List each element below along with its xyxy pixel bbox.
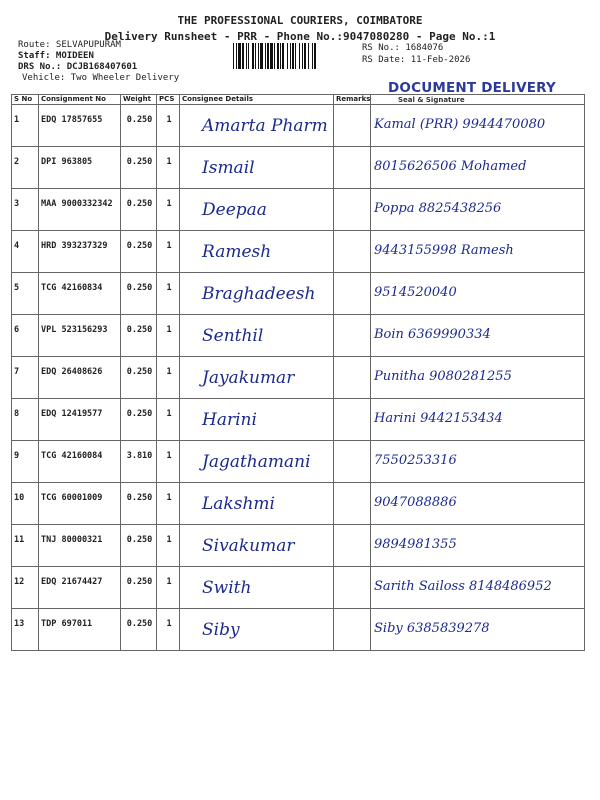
consignment-cell: EDQ 21674427 [39,567,121,609]
weight-cell: 0.250 [121,315,157,357]
signature-handwriting: 9514520040 [374,285,457,300]
remarks-cell [334,483,371,525]
runsheet-title: Delivery Runsheet - PRR - Phone No.:9047080280 - Page No.:1 [104,30,496,43]
sno-cell: 6 [12,315,39,357]
signature-handwriting: 9894981355 [374,537,457,552]
drs-label: DRS No.: DCJB168407601 [18,62,138,72]
consignment-cell: TNJ 80000321 [39,525,121,567]
signature-handwriting: Siby 6385839278 [374,621,490,636]
sno-cell: 4 [12,231,39,273]
consignment-cell: TDP 697011 [39,609,121,651]
sno-cell: 9 [12,441,39,483]
consignment-cell: TCG 42160834 [39,273,121,315]
remarks-cell [334,189,371,231]
seal-signature-header: Seal & Signature [398,96,465,104]
signature-handwriting: Poppa 8825438256 [374,201,502,216]
pcs-cell: 1 [157,189,180,231]
weight-cell: 0.250 [121,567,157,609]
consignee-handwriting: Lakshmi [202,494,275,514]
signature-handwriting: 8015626506 Mohamed [374,159,527,174]
sno-cell: 3 [12,189,39,231]
consignee-handwriting: Deepaa [202,200,267,220]
staff-label: Staff: MOIDEEN [18,51,94,61]
consignment-cell: TCG 42160084 [39,441,121,483]
pcs-cell: 1 [157,525,180,567]
consignee-handwriting: Sivakumar [202,536,295,556]
weight-cell: 0.250 [121,231,157,273]
consignment-cell: TCG 60001009 [39,483,121,525]
sno-cell: 10 [12,483,39,525]
pcs-cell: 1 [157,273,180,315]
pcs-cell: 1 [157,399,180,441]
pcs-cell: 1 [157,231,180,273]
route-label: Route: SELVAPUPURAM [18,40,121,50]
consignee-handwriting: Ismail [202,158,255,178]
signature-handwriting: 9443155998 Ramesh [374,243,514,258]
signature-handwriting: Kamal (PRR) 9944470080 [374,117,546,132]
col-consignee: Consignee Details [180,95,334,105]
remarks-cell [334,273,371,315]
sno-cell: 5 [12,273,39,315]
col-consignment: Consignment No [39,95,121,105]
weight-cell: 0.250 [121,609,157,651]
consignee-handwriting: Amarta Pharm [202,116,328,136]
signature-handwriting: 7550253316 [374,453,457,468]
remarks-cell [334,357,371,399]
barcode [232,43,360,69]
remarks-cell [334,567,371,609]
rs-date: RS Date: 11-Feb-2026 [362,55,471,65]
remarks-cell [334,525,371,567]
pcs-cell: 1 [157,357,180,399]
table-header-row [12,95,585,105]
sno-cell: 8 [12,399,39,441]
col-sno: S No [12,95,39,105]
weight-cell: 0.250 [121,273,157,315]
consignment-cell: VPL 523156293 [39,315,121,357]
signature-handwriting: Harini 9442153434 [374,411,503,426]
consignment-cell: MAA 9000332342 [39,189,121,231]
signature-handwriting: 9047088886 [374,495,457,510]
pcs-cell: 1 [157,483,180,525]
consignee-handwriting: Swith [202,578,252,598]
document-delivery-stamp: DOCUMENT DELIVERY [388,80,556,96]
consignee-handwriting: Ramesh [202,242,272,262]
pcs-cell: 1 [157,609,180,651]
remarks-cell [334,231,371,273]
pcs-cell: 1 [157,315,180,357]
pcs-cell: 1 [157,441,180,483]
consignee-handwriting: Siby [202,620,240,640]
remarks-cell [334,609,371,651]
weight-cell: 0.250 [121,399,157,441]
consignment-cell: EDQ 17857655 [39,105,121,147]
sno-cell: 2 [12,147,39,189]
company-title: THE PROFESSIONAL COURIERS, COIMBATORE [177,14,423,27]
sno-cell: 12 [12,567,39,609]
weight-cell: 0.250 [121,525,157,567]
consignment-cell: EDQ 12419577 [39,399,121,441]
consignment-cell: EDQ 26408626 [39,357,121,399]
weight-cell: 0.250 [121,105,157,147]
pcs-cell: 1 [157,105,180,147]
col-remarks: Remarks [334,95,371,105]
sno-cell: 7 [12,357,39,399]
consignment-cell: HRD 393237329 [39,231,121,273]
rs-number: RS No.: 1684076 [362,43,444,53]
weight-cell: 3.810 [121,441,157,483]
consignee-handwriting: Senthil [202,326,264,346]
sno-cell: 1 [12,105,39,147]
remarks-cell [334,399,371,441]
weight-cell: 0.250 [121,189,157,231]
weight-cell: 0.250 [121,357,157,399]
pcs-cell: 1 [157,147,180,189]
consignee-handwriting: Harini [202,410,257,430]
remarks-cell [334,441,371,483]
consignee-handwriting: Jayakumar [202,368,295,388]
remarks-cell [334,105,371,147]
consignee-handwriting: Braghadeesh [202,284,316,304]
sno-cell: 11 [12,525,39,567]
consignment-cell: DPI 963805 [39,147,121,189]
signature-handwriting: Sarith Sailoss 8148486952 [374,579,552,594]
consignee-handwriting: Jagathamani [202,452,311,472]
remarks-cell [334,147,371,189]
remarks-cell [334,315,371,357]
weight-cell: 0.250 [121,147,157,189]
weight-cell: 0.250 [121,483,157,525]
col-pcs: PCS [157,95,180,105]
signature-handwriting: Boin 6369990334 [374,327,491,342]
vehicle-label: Vehicle: Two Wheeler Delivery [22,73,180,83]
signature-handwriting: Punitha 9080281255 [374,369,512,384]
sno-cell: 13 [12,609,39,651]
col-weight: Weight [121,95,157,105]
pcs-cell: 1 [157,567,180,609]
